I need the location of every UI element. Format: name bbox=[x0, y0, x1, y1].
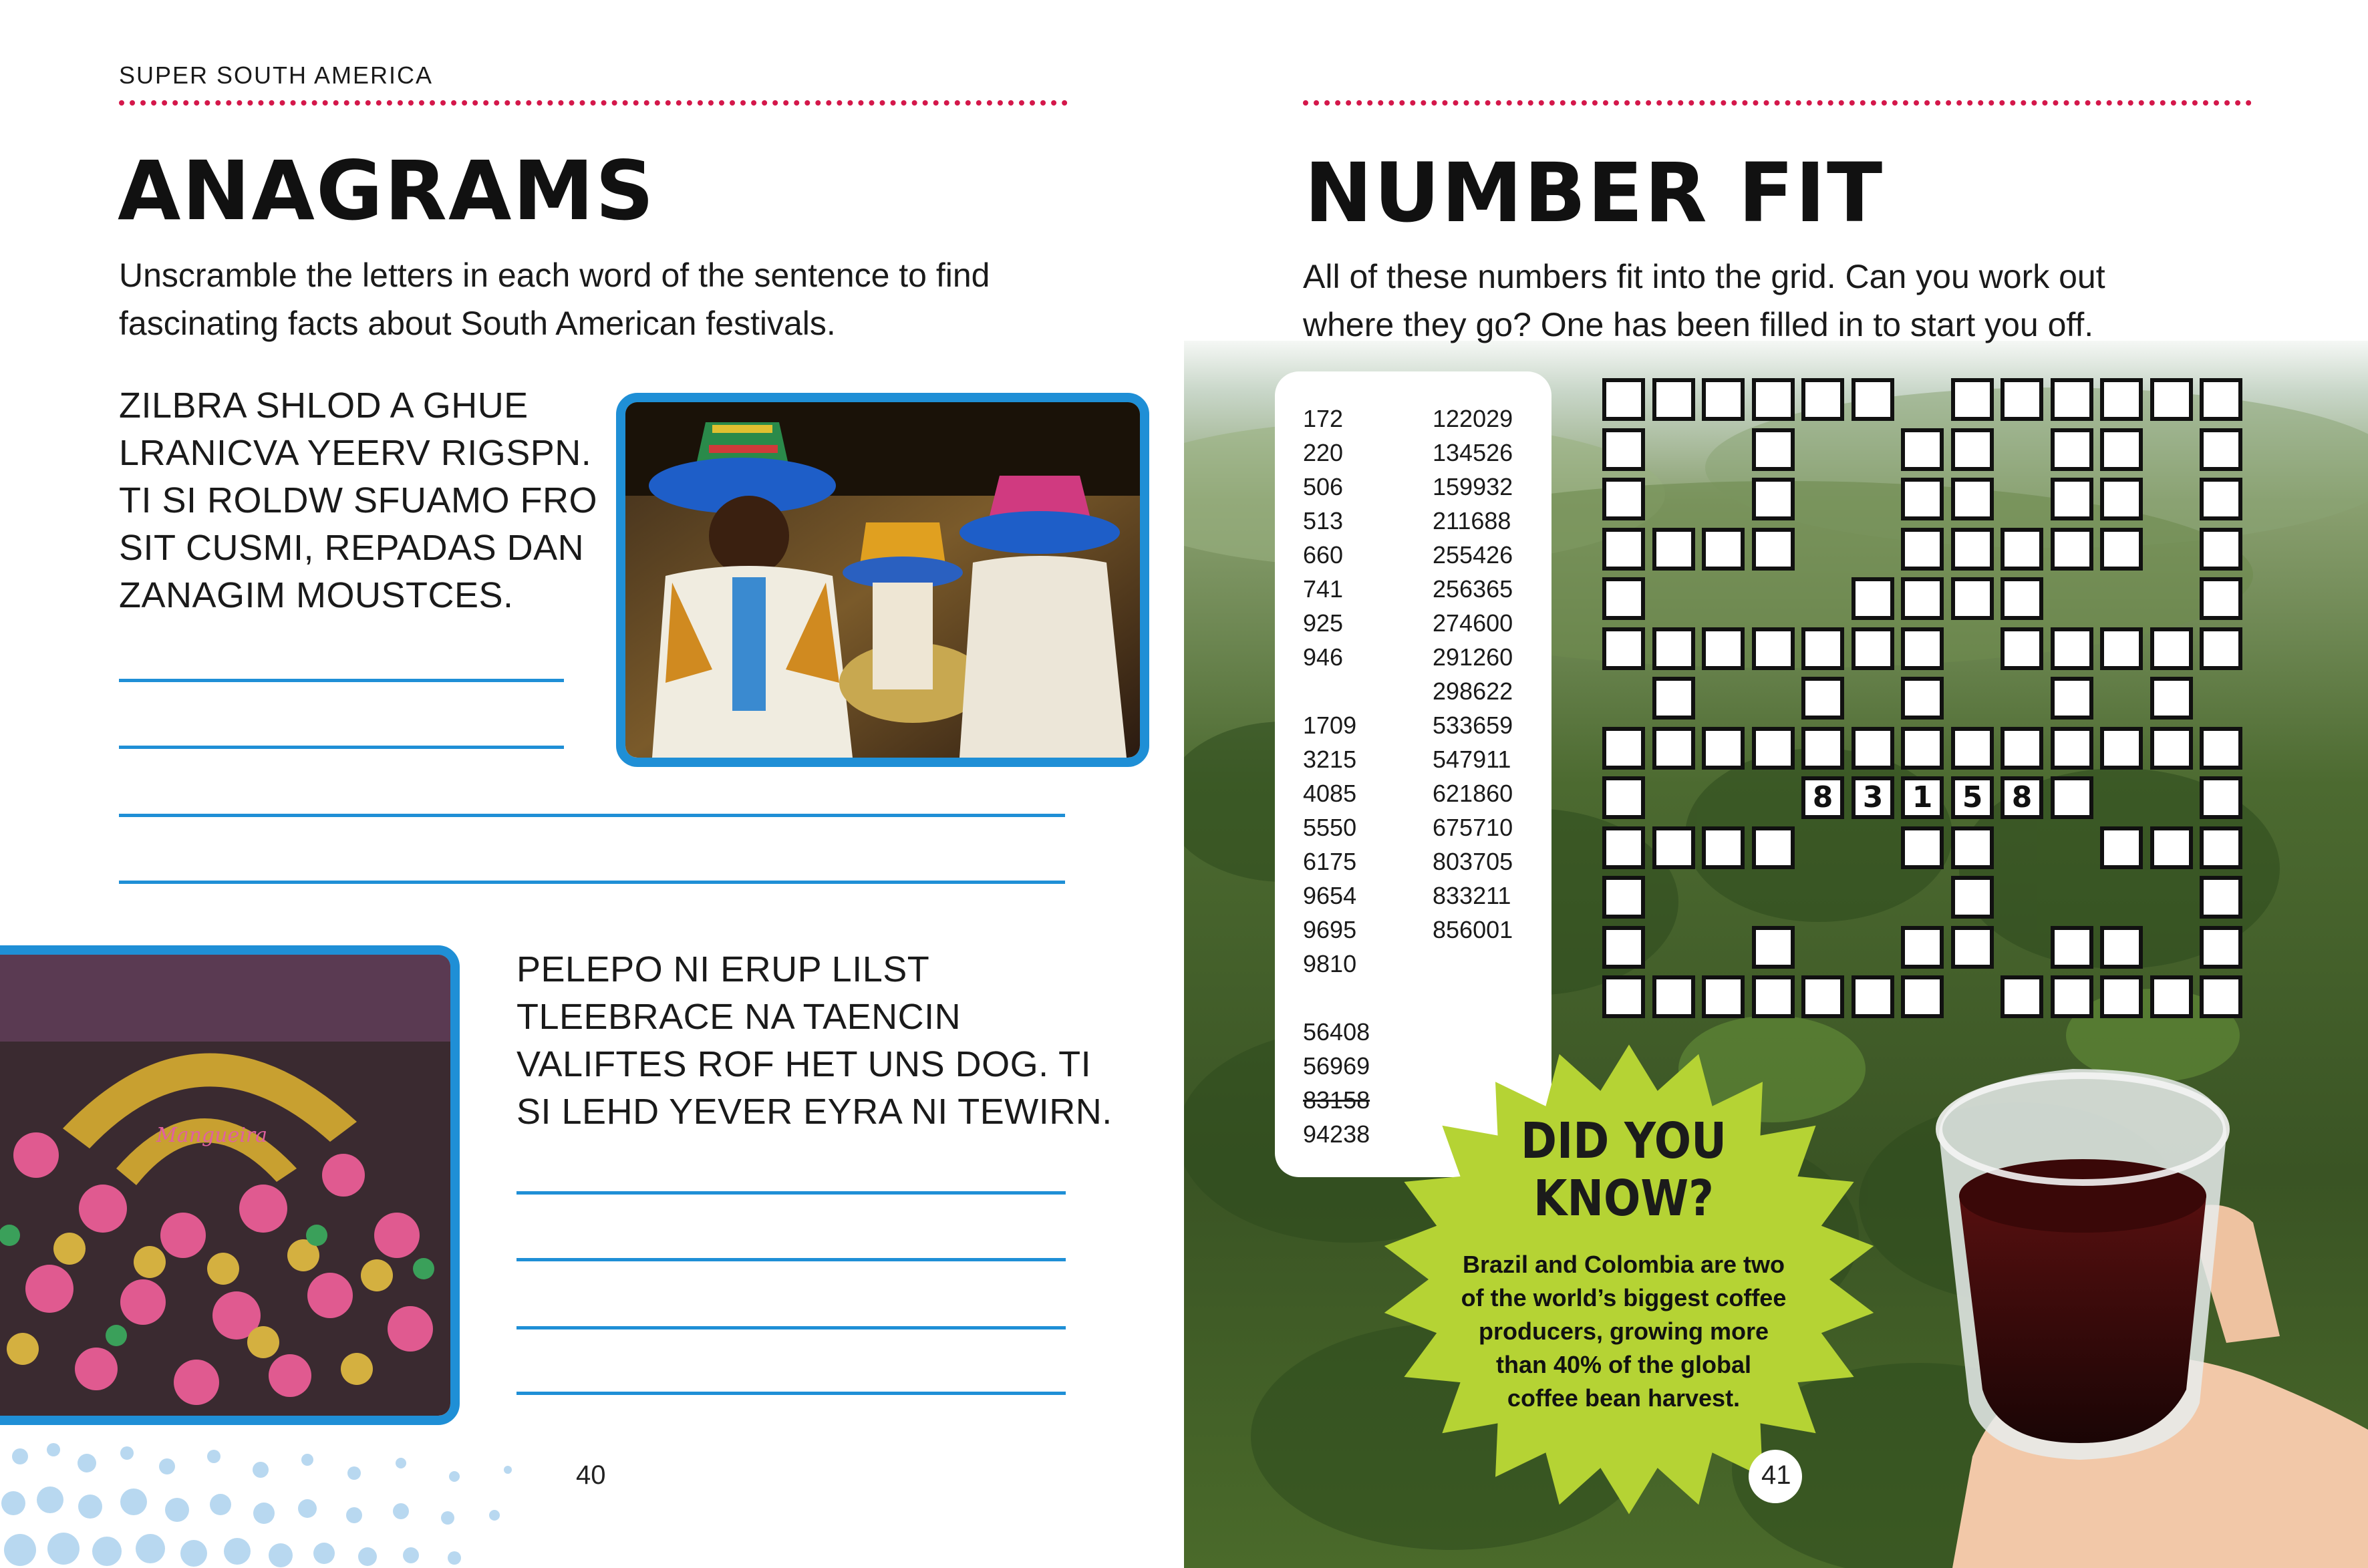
decorative-dot-pattern bbox=[0, 1430, 668, 1568]
grid-cell[interactable] bbox=[2051, 478, 2093, 520]
puzzle-line: ZILBRA SHLOD A GHUE bbox=[119, 385, 529, 426]
grid-cell[interactable] bbox=[2100, 975, 2143, 1018]
grid-cell[interactable] bbox=[1752, 826, 1795, 869]
grid-cell[interactable] bbox=[1702, 727, 1745, 770]
grid-cell[interactable] bbox=[1951, 428, 1994, 471]
number-list-item: 122029 bbox=[1433, 405, 1513, 432]
number-list-column-2 bbox=[1433, 402, 1553, 947]
anagram-puzzle-1 bbox=[119, 382, 640, 619]
number-list-item: 547911 bbox=[1433, 746, 1511, 773]
grid-cell[interactable] bbox=[1901, 528, 1944, 571]
grid-cell[interactable] bbox=[2150, 727, 2193, 770]
grid-cell[interactable] bbox=[1702, 528, 1745, 571]
grid-cell[interactable] bbox=[1901, 627, 1944, 670]
number-fit-title: NUMBER FIT bbox=[1304, 146, 1884, 241]
answer-line[interactable] bbox=[119, 881, 1065, 884]
grid-cell[interactable] bbox=[1901, 975, 1944, 1018]
puzzle-line: TI SI ROLDW SFUAMO FRO bbox=[119, 480, 598, 520]
grid-cell[interactable] bbox=[1901, 826, 1944, 869]
grid-cell[interactable] bbox=[1652, 677, 1695, 720]
grid-cell[interactable] bbox=[1602, 378, 1645, 421]
page-number-right: 41 bbox=[1761, 1460, 1791, 1490]
number-list-item: 6175 bbox=[1303, 848, 1357, 875]
grid-cell[interactable] bbox=[1801, 378, 1844, 421]
grid-cell[interactable] bbox=[1752, 926, 1795, 969]
grid-cell[interactable] bbox=[1901, 727, 1944, 770]
number-list-item: 274600 bbox=[1433, 609, 1513, 637]
number-list-item: 5550 bbox=[1303, 814, 1357, 841]
intro-line: fascinating facts about South American festivals. bbox=[119, 305, 836, 342]
grid-cell[interactable] bbox=[1852, 975, 1894, 1018]
answer-line[interactable] bbox=[516, 1258, 1066, 1261]
grid-cell[interactable] bbox=[1752, 528, 1795, 571]
grid-cell[interactable] bbox=[2200, 627, 2242, 670]
grid-cell[interactable] bbox=[1752, 627, 1795, 670]
grid-cell[interactable] bbox=[1951, 826, 1994, 869]
grid-cell[interactable] bbox=[2200, 378, 2242, 421]
dotted-rule-left bbox=[119, 100, 1068, 106]
number-list-item: 256365 bbox=[1433, 575, 1513, 603]
answer-line[interactable] bbox=[516, 1326, 1066, 1329]
grid-cell-filled: 5 bbox=[1951, 776, 1994, 819]
page-number-left: 40 bbox=[576, 1460, 606, 1490]
grid-cell[interactable] bbox=[2051, 627, 2093, 670]
grid-cell[interactable] bbox=[1652, 826, 1695, 869]
number-list-item: 675710 bbox=[1433, 814, 1513, 841]
number-list-item: 56408 bbox=[1303, 1018, 1370, 1046]
grid-cell[interactable] bbox=[2200, 478, 2242, 520]
grid-cell-filled: 3 bbox=[1852, 776, 1894, 819]
number-list-item: 298622 bbox=[1433, 677, 1513, 705]
grid-cell[interactable] bbox=[2051, 677, 2093, 720]
number-list-item: 803705 bbox=[1433, 848, 1513, 875]
grid-cell[interactable] bbox=[1602, 528, 1645, 571]
grid-cell[interactable] bbox=[1602, 727, 1645, 770]
anagram-puzzle-2 bbox=[516, 946, 1118, 1136]
number-list-item: 9695 bbox=[1303, 916, 1357, 943]
did-you-know-title bbox=[1465, 1112, 1782, 1227]
grid-cell[interactable] bbox=[1652, 727, 1695, 770]
grid-cell[interactable] bbox=[2200, 975, 2242, 1018]
number-list-item: 946 bbox=[1303, 643, 1344, 671]
dotted-rule-right bbox=[1303, 100, 2252, 106]
grid-cell[interactable] bbox=[1852, 577, 1894, 620]
number-list-item: 925 bbox=[1303, 609, 1344, 637]
grid-cell[interactable] bbox=[2001, 528, 2043, 571]
grid-cell[interactable] bbox=[1852, 727, 1894, 770]
number-list-item: 3215 bbox=[1303, 746, 1357, 773]
grid-cell[interactable] bbox=[2051, 926, 2093, 969]
grid-cell[interactable] bbox=[2001, 378, 2043, 421]
did-you-know-body bbox=[1443, 1248, 1804, 1415]
grid-cell[interactable] bbox=[2001, 727, 2043, 770]
grid-cell[interactable] bbox=[2150, 677, 2193, 720]
grid-cell[interactable] bbox=[1752, 975, 1795, 1018]
number-list-item bbox=[1303, 981, 1423, 1015]
number-list-item: 741 bbox=[1303, 575, 1344, 603]
number-list-item: 83158 bbox=[1303, 1086, 1370, 1114]
grid-cell[interactable] bbox=[1951, 727, 1994, 770]
grid-cell[interactable] bbox=[1702, 975, 1745, 1018]
grid-cell[interactable] bbox=[1702, 378, 1745, 421]
grid-cell[interactable] bbox=[2051, 776, 2093, 819]
number-list-item: 220 bbox=[1303, 439, 1344, 466]
grid-cell[interactable] bbox=[2200, 826, 2242, 869]
puzzle-line: PELEPO NI ERUP LILST bbox=[516, 949, 930, 989]
number-fit-intro bbox=[1303, 253, 2252, 349]
fact-line: coffee bean harvest. bbox=[1507, 1384, 1741, 1412]
number-list-item: 9810 bbox=[1303, 950, 1357, 977]
grid-cell[interactable] bbox=[2100, 627, 2143, 670]
grid-cell[interactable] bbox=[2200, 577, 2242, 620]
grid-cell[interactable] bbox=[2100, 826, 2143, 869]
puzzle-line: TLEEBRACE NA TAENCIN bbox=[516, 997, 961, 1037]
number-list-item: 56969 bbox=[1303, 1052, 1370, 1080]
puzzle-line: LRANICVA YEERV RIGSPN. bbox=[119, 433, 592, 473]
grid-cell[interactable] bbox=[2150, 826, 2193, 869]
grid-cell[interactable] bbox=[1951, 378, 1994, 421]
grid-cell[interactable] bbox=[1602, 826, 1645, 869]
grid-cell[interactable] bbox=[1652, 627, 1695, 670]
grid-cell[interactable] bbox=[1801, 627, 1844, 670]
grid-cell[interactable] bbox=[1702, 627, 1745, 670]
grid-cell[interactable] bbox=[1602, 627, 1645, 670]
answer-line[interactable] bbox=[119, 814, 1065, 817]
grid-cell[interactable] bbox=[1752, 428, 1795, 471]
number-list-item: 291260 bbox=[1433, 643, 1513, 671]
number-list-item: 621860 bbox=[1433, 780, 1513, 807]
grid-cell[interactable] bbox=[1702, 826, 1745, 869]
grid-cell[interactable] bbox=[1852, 627, 1894, 670]
grid-cell-filled: 1 bbox=[1901, 776, 1944, 819]
number-list-item: 172 bbox=[1303, 405, 1344, 432]
puzzle-line: SI LEHD YEVER EYRA NI TEWIRN. bbox=[516, 1092, 1113, 1132]
did-you-know-title-line: KNOW? bbox=[1533, 1170, 1714, 1227]
grid-cell[interactable] bbox=[1652, 378, 1695, 421]
grid-cell[interactable] bbox=[2150, 378, 2193, 421]
fact-line: producers, growing more bbox=[1478, 1317, 1769, 1345]
grid-cell-filled: 8 bbox=[1801, 776, 1844, 819]
grid-cell[interactable] bbox=[2200, 776, 2242, 819]
number-list-item: 506 bbox=[1303, 473, 1344, 500]
puzzle-line: VALIFTES ROF HET UNS DOG. TI bbox=[516, 1044, 1092, 1084]
intro-line: Unscramble the letters in each word of the sentence to find bbox=[119, 257, 990, 294]
answer-line[interactable] bbox=[119, 679, 564, 682]
grid-cell[interactable] bbox=[1901, 428, 1944, 471]
grid-cell[interactable] bbox=[1852, 378, 1894, 421]
grid-cell[interactable] bbox=[1602, 926, 1645, 969]
grid-cell[interactable] bbox=[1752, 378, 1795, 421]
fact-line: than 40% of the global bbox=[1495, 1351, 1752, 1378]
grid-cell[interactable] bbox=[2150, 627, 2193, 670]
grid-cell[interactable] bbox=[1602, 975, 1645, 1018]
svg-text:Mangueira: Mangueira bbox=[156, 1124, 268, 1147]
grid-cell[interactable] bbox=[1752, 727, 1795, 770]
grid-cell[interactable] bbox=[2150, 975, 2193, 1018]
answer-line[interactable] bbox=[516, 1191, 1066, 1195]
fact-line: of the world’s biggest coffee bbox=[1461, 1284, 1787, 1311]
grid-cell[interactable] bbox=[1951, 926, 1994, 969]
number-list-item: 94238 bbox=[1303, 1120, 1370, 1148]
answer-line[interactable] bbox=[516, 1392, 1066, 1395]
number-list-item bbox=[1303, 674, 1423, 708]
fact-line: Brazil and Colombia are two bbox=[1462, 1251, 1785, 1278]
grid-cell[interactable] bbox=[2051, 428, 2093, 471]
grid-cell[interactable] bbox=[1951, 478, 1994, 520]
grid-cell[interactable] bbox=[2051, 528, 2093, 571]
number-list-item: 159932 bbox=[1433, 473, 1513, 500]
grid-cell-filled: 8 bbox=[2001, 776, 2043, 819]
number-list-item: 211688 bbox=[1433, 507, 1511, 534]
grid-cell[interactable] bbox=[2100, 926, 2143, 969]
anagrams-intro bbox=[119, 251, 1068, 347]
festival-drummer-photo bbox=[616, 393, 1149, 767]
grid-cell[interactable] bbox=[1951, 528, 1994, 571]
grid-cell[interactable] bbox=[1602, 577, 1645, 620]
grid-cell[interactable] bbox=[2200, 876, 2242, 919]
grid-cell[interactable] bbox=[2100, 378, 2143, 421]
grid-cell[interactable] bbox=[1801, 727, 1844, 770]
number-list-item: 513 bbox=[1303, 507, 1344, 534]
number-list-item: 1709 bbox=[1303, 712, 1357, 739]
grid-cell[interactable] bbox=[2051, 727, 2093, 770]
grid-cell[interactable] bbox=[1801, 677, 1844, 720]
number-list-item: 533659 bbox=[1433, 712, 1513, 739]
number-list-item: 9654 bbox=[1303, 882, 1357, 909]
number-list-item: 4085 bbox=[1303, 780, 1357, 807]
anagrams-title: ANAGRAMS bbox=[118, 144, 655, 239]
number-fit-grid bbox=[1602, 378, 2249, 1025]
grid-cell[interactable] bbox=[1602, 776, 1645, 819]
puzzle-line: ZANAGIM MOUSTCES. bbox=[119, 575, 514, 615]
grid-cell[interactable] bbox=[1901, 926, 1944, 969]
grid-cell[interactable] bbox=[1602, 478, 1645, 520]
grid-cell[interactable] bbox=[2100, 478, 2143, 520]
carnival-parade-illustration bbox=[0, 955, 450, 1416]
grid-cell[interactable] bbox=[2001, 627, 2043, 670]
grid-cell[interactable] bbox=[2200, 727, 2242, 770]
carnival-parade-photo bbox=[0, 945, 460, 1425]
answer-line[interactable] bbox=[119, 746, 564, 749]
grid-cell[interactable] bbox=[2051, 378, 2093, 421]
grid-cell[interactable] bbox=[2200, 428, 2242, 471]
grid-cell[interactable] bbox=[1901, 478, 1944, 520]
grid-cell[interactable] bbox=[1901, 677, 1944, 720]
intro-line: All of these numbers fit into the grid. Can you work out bbox=[1303, 258, 2105, 295]
grid-cell[interactable] bbox=[1801, 975, 1844, 1018]
grid-cell[interactable] bbox=[1752, 478, 1795, 520]
grid-cell[interactable] bbox=[2001, 975, 2043, 1018]
grid-cell[interactable] bbox=[1602, 876, 1645, 919]
grid-cell[interactable] bbox=[1951, 577, 1994, 620]
grid-cell[interactable] bbox=[1602, 428, 1645, 471]
grid-cell[interactable] bbox=[1652, 528, 1695, 571]
grid-cell[interactable] bbox=[1652, 975, 1695, 1018]
grid-cell[interactable] bbox=[2100, 727, 2143, 770]
intro-line: where they go? One has been filled in to start you off. bbox=[1303, 306, 2094, 343]
grid-cell[interactable] bbox=[2100, 528, 2143, 571]
festival-drummer-illustration bbox=[625, 402, 1140, 758]
grid-cell[interactable] bbox=[2051, 975, 2093, 1018]
grid-cell[interactable] bbox=[1901, 577, 1944, 620]
grid-cell[interactable] bbox=[1951, 876, 1994, 919]
grid-cell[interactable] bbox=[2100, 428, 2143, 471]
puzzle-line: SIT CUSMI, REPADAS DAN bbox=[119, 528, 585, 568]
number-list-item: 255426 bbox=[1433, 541, 1513, 569]
number-list-item: 856001 bbox=[1433, 916, 1513, 943]
running-head: SUPER SOUTH AMERICA bbox=[119, 61, 434, 89]
grid-cell[interactable] bbox=[2200, 926, 2242, 969]
grid-cell[interactable] bbox=[2001, 577, 2043, 620]
number-list-item: 833211 bbox=[1433, 882, 1511, 909]
number-list-item: 134526 bbox=[1433, 439, 1513, 466]
number-list-item: 660 bbox=[1303, 541, 1344, 569]
did-you-know-title-line: DID YOU bbox=[1520, 1112, 1727, 1170]
grid-cell[interactable] bbox=[2200, 528, 2242, 571]
